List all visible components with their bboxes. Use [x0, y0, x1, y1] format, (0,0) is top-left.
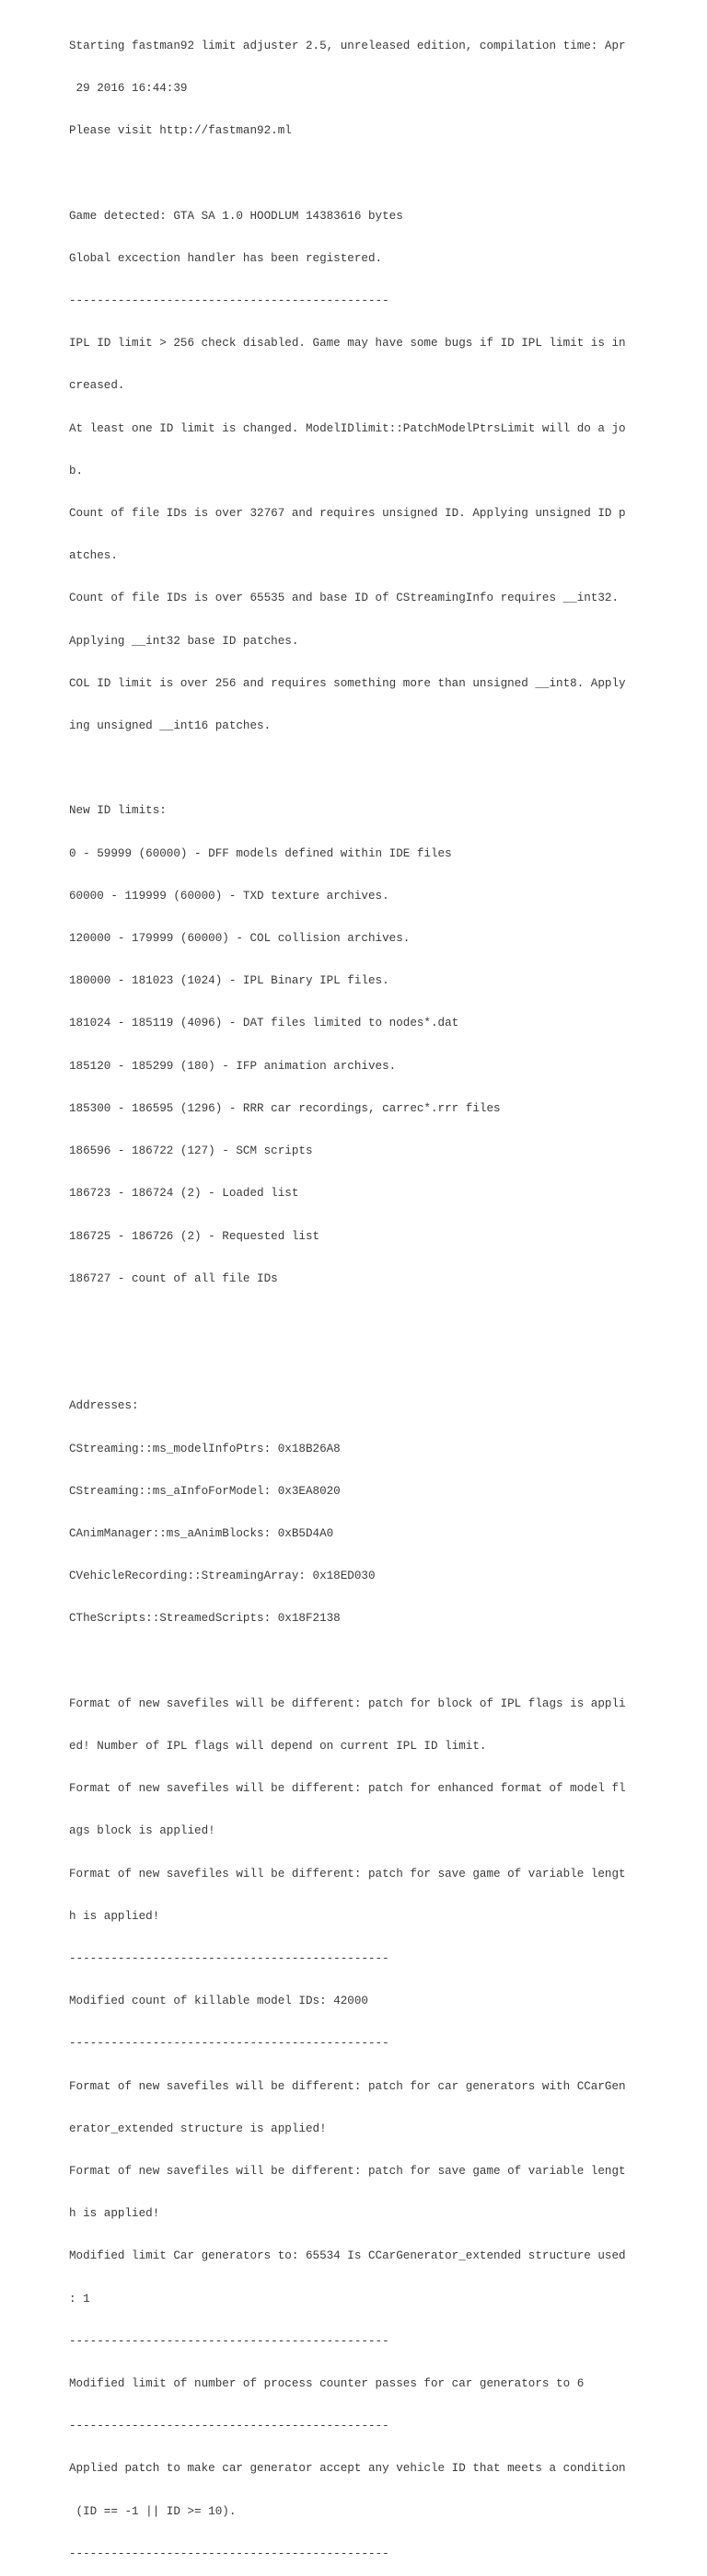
log-line: Format of new savefiles will be different: patch for save game of variable lengt [69, 1867, 626, 1880]
log-line: ing unsigned __int16 patches. [69, 719, 272, 733]
log-divider: ---------------------------------------------- [69, 2420, 389, 2433]
log-heading: New ID limits: [69, 804, 167, 818]
log-line: 29 2016 16:44:39 [69, 82, 188, 96]
log-line: 185120 - 185299 (180) - IFP animation archives. [69, 1059, 397, 1073]
log-heading: Addresses: [69, 1399, 139, 1413]
log-line: h is applied! [69, 2207, 160, 2221]
log-line: Modified count of killable model IDs: 42000 [69, 1995, 368, 2008]
log-line [69, 1315, 621, 1328]
log-line: Starting fastman92 limit adjuster 2.5, unreleased edition, compilation time: Apr [69, 39, 626, 52]
log-line: h is applied! [69, 1909, 160, 1923]
log-line [69, 762, 621, 776]
log-line: 181024 - 185119 (4096) - DAT files limited to nodes*.dat [69, 1017, 459, 1030]
log-line: Applied patch to make car generator accept any vehicle ID that meets a condition [69, 2462, 626, 2476]
log-line: b. [69, 464, 84, 477]
log-line: ags block is applied! [69, 1824, 215, 1838]
log-line: 186723 - 186724 (2) - Loaded list [69, 1187, 299, 1201]
log-line: 186725 - 186726 (2) - Requested list [69, 1229, 320, 1243]
log-line: 120000 - 179999 (60000) - COL collision archives. [69, 932, 411, 946]
log-divider: ---------------------------------------------- [69, 2547, 389, 2560]
log-line: 186596 - 186722 (127) - SCM scripts [69, 1144, 313, 1158]
log-divider: ---------------------------------------------- [69, 1951, 389, 1965]
log-line: ed! Number of IPL flags will depend on current IPL ID limit. [69, 1739, 487, 1753]
log-line: CStreaming::ms_modelInfoPtrs: 0x18B26A8 [69, 1442, 341, 1455]
log-divider: ---------------------------------------------- [69, 2037, 389, 2051]
log-divider: ---------------------------------------------- [69, 2334, 389, 2348]
log-line: CVehicleRecording::StreamingArray: 0x18ED030 [69, 1570, 376, 1583]
log-line: 60000 - 119999 (60000) - TXD texture archives. [69, 889, 389, 903]
log-line: CAnimManager::ms_aAnimBlocks: 0xB5D4A0 [69, 1526, 334, 1540]
log-line: 180000 - 181023 (1024) - IPL Binary IPL files. [69, 974, 389, 988]
log-line: Applying __int32 base ID patches. [69, 634, 299, 648]
log-line: 186727 - count of all file IDs [69, 1271, 278, 1285]
log-line: Modified limit of number of process counter passes for car generators to 6 [69, 2376, 585, 2390]
log-line: Count of file IDs is over 65535 and base ID of CStreamingInfo requires __int32. [69, 592, 620, 605]
log-line: Please visit http://fastman92.ml [69, 124, 292, 138]
log-line: Global excection handler has been registered. [69, 251, 383, 265]
log-line: COL ID limit is over 256 and requires something more than unsigned __int8. Apply [69, 676, 626, 690]
log-line: Game detected: GTA SA 1.0 HOODLUM 14383616 bytes [69, 209, 403, 223]
log-line: Format of new savefiles will be different: patch for car generators with CCarGen [69, 2079, 626, 2093]
log-line: atches. [69, 549, 118, 563]
log-line [69, 1655, 621, 1669]
log-line: Format of new savefiles will be different: patch for block of IPL flags is appli [69, 1696, 626, 1710]
log-line: 0 - 59999 (60000) - DFF models defined within IDE files [69, 846, 452, 860]
log-line: CTheScripts::StreamedScripts: 0x18F2138 [69, 1612, 341, 1626]
log-line: : 1 [69, 2292, 90, 2306]
log-line: creased. [69, 379, 125, 393]
log-line: 185300 - 186595 (1296) - RRR car recordings, carrec*.rrr files [69, 1101, 501, 1115]
log-line [69, 167, 621, 180]
log-divider: ---------------------------------------------- [69, 294, 389, 308]
log-line: At least one ID limit is changed. ModelIDlimit::PatchModelPtrsLimit will do a jo [69, 421, 626, 435]
log-line: (ID == -1 || ID >= 10). [69, 2504, 237, 2518]
log-line: Count of file IDs is over 32767 and requires unsigned ID. Applying unsigned ID p [69, 507, 626, 521]
log-line: IPL ID limit > 256 check disabled. Game may have some bugs if ID IPL limit is in [69, 337, 626, 351]
log-line: Format of new savefiles will be different: patch for save game of variable lengt [69, 2164, 626, 2178]
log-line: Modified limit Car generators to: 65534 Is CCarGenerator_extended structure used [69, 2249, 626, 2263]
log-output [69, 11, 626, 2576]
log-line: erator_extended structure is applied! [69, 2122, 327, 2135]
log-line: CStreaming::ms_aInfoForModel: 0x3EA8020 [69, 1484, 341, 1498]
log-line [69, 1357, 621, 1371]
log-line: Format of new savefiles will be different: patch for enhanced format of model fl [69, 1782, 626, 1796]
